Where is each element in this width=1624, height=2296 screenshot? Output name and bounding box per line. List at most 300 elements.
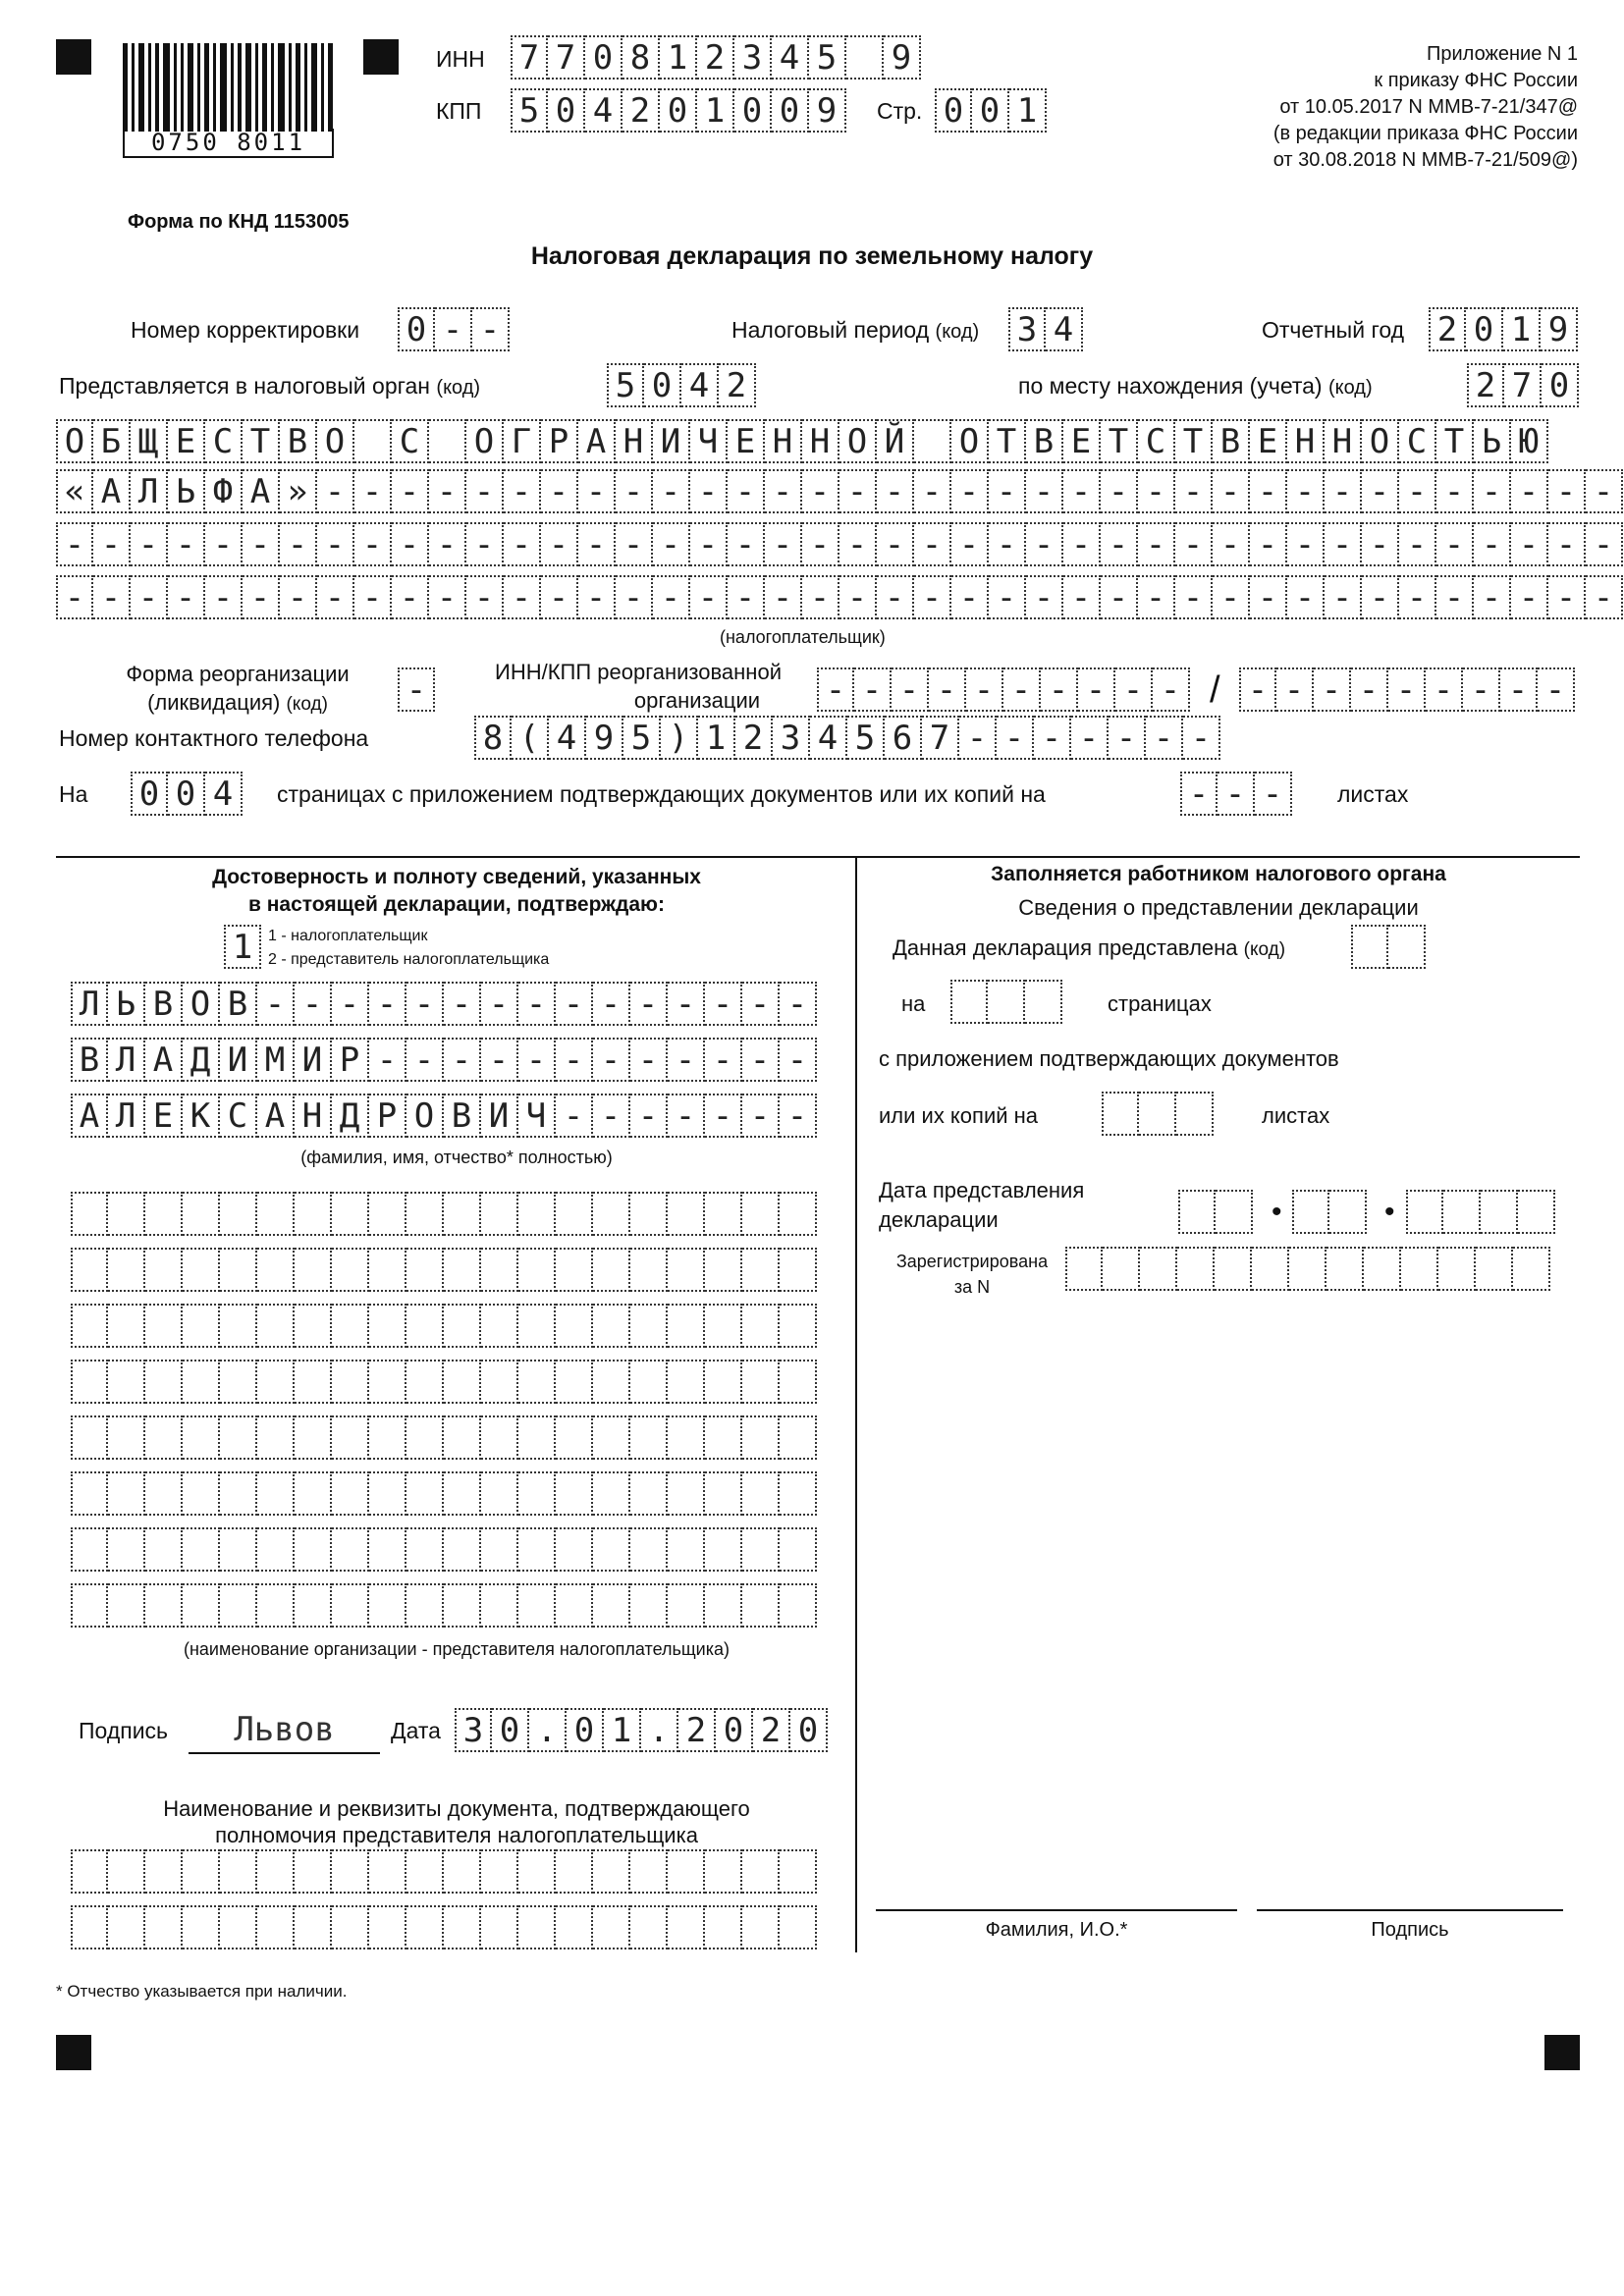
char-cell: -: [1586, 575, 1623, 619]
char-cell: 0: [567, 1708, 604, 1752]
char-cell: 2: [1467, 363, 1504, 407]
corner-marker-top-right: [363, 39, 399, 75]
char-cell: -: [481, 982, 518, 1026]
office-sheets-cells[interactable]: [1102, 1092, 1214, 1136]
rep-row-6[interactable]: [71, 1471, 817, 1516]
pages-cells[interactable]: [131, 772, 243, 816]
empty-cell: [742, 1583, 780, 1628]
empty-cell: [780, 1192, 817, 1236]
location-cells[interactable]: [1467, 363, 1579, 407]
char-cell: 2: [1429, 307, 1466, 351]
char-cell: 2: [719, 363, 756, 407]
empty-cell: [332, 1471, 369, 1516]
empty-cell: [780, 1471, 817, 1516]
char-cell: -: [1138, 522, 1175, 566]
char-cell: Н: [1325, 419, 1362, 463]
char-cell: -: [1213, 575, 1250, 619]
char-cell: -: [398, 667, 435, 712]
page-cells[interactable]: [935, 88, 1047, 133]
empty-cell: [1406, 1190, 1443, 1234]
char-cell: -: [1511, 469, 1548, 513]
empty-cell: [593, 1583, 630, 1628]
rep-row-2[interactable]: [71, 1248, 817, 1292]
empty-cell: [257, 1192, 295, 1236]
empty-cell: [183, 1192, 220, 1236]
doc-label-line-2: полномочия представителя налогоплательщика: [215, 1823, 698, 1847]
char-cell: 0: [790, 1708, 828, 1752]
empty-cell: [668, 1471, 705, 1516]
char-cell: -: [392, 522, 429, 566]
char-cell: -: [1218, 772, 1255, 816]
empty-cell: [183, 1304, 220, 1348]
empty-cell: [1329, 1190, 1367, 1234]
char-cell: -: [705, 982, 742, 1026]
char-cell: -: [765, 522, 802, 566]
char-cell: А: [578, 419, 616, 463]
empty-cell: [295, 1248, 332, 1292]
empty-cell: [742, 1304, 780, 1348]
doc-label-line-1: Наименование и реквизиты документа, подтверждающего: [163, 1796, 750, 1821]
appendix-line-3: от 10.05.2017 N ММВ-7-21/347@: [1279, 96, 1578, 118]
empty-cell: [1102, 1092, 1139, 1136]
empty-cell: [332, 1304, 369, 1348]
empty-cell: [630, 1415, 668, 1460]
char-cell: -: [556, 1094, 593, 1138]
char-cell: -: [1276, 667, 1314, 712]
empty-cell: [369, 1192, 406, 1236]
char-cell: -: [1146, 716, 1183, 760]
inn-label: ИНН: [436, 46, 485, 72]
fio-label: Фамилия, И.О.*: [985, 1919, 1128, 1941]
char-cell: -: [765, 575, 802, 619]
empty-cell: [1176, 1092, 1214, 1136]
empty-cell: [108, 1192, 145, 1236]
rep-row-7[interactable]: [71, 1527, 817, 1572]
empty-cell: [369, 1849, 406, 1894]
empty-cell: [1065, 1247, 1103, 1291]
empty-cell: [556, 1360, 593, 1404]
empty-cell: [369, 1248, 406, 1292]
char-cell: -: [205, 522, 243, 566]
char-cell: 7: [511, 35, 548, 80]
char-cell: -: [1474, 469, 1511, 513]
char-cell: -: [541, 469, 578, 513]
char-cell: -: [616, 522, 653, 566]
phone-cells[interactable]: [474, 716, 1220, 760]
office-date-label-line-1: Дата представления: [879, 1178, 1085, 1202]
empty-cell: [780, 1849, 817, 1894]
empty-cell: [593, 1304, 630, 1348]
empty-cell: [742, 1471, 780, 1516]
char-cell: 2: [697, 35, 734, 80]
char-cell: 2: [735, 716, 773, 760]
reg-label-line-1: Зарегистрирована: [895, 1252, 1049, 1271]
char-cell: -: [802, 575, 839, 619]
empty-cell: [705, 1905, 742, 1949]
char-cell: А: [257, 1094, 295, 1138]
char-cell: -: [1399, 469, 1436, 513]
char-cell: -: [959, 716, 997, 760]
empty-cell: [332, 1583, 369, 1628]
char-cell: .: [529, 1708, 567, 1752]
char-cell: 5: [607, 363, 644, 407]
empty-cell: [1289, 1247, 1326, 1291]
empty-cell: [183, 1527, 220, 1572]
char-cell: -: [556, 1038, 593, 1082]
empty-cell: [518, 1248, 556, 1292]
empty-cell: [220, 1849, 257, 1894]
char-cell: -: [354, 469, 392, 513]
empty-cell: [593, 1527, 630, 1572]
char-cell: -: [966, 667, 1003, 712]
appendix-line-4: (в редакции приказа ФНС России: [1272, 123, 1578, 144]
signature-value[interactable]: Львов: [234, 1710, 335, 1749]
char-cell: -: [892, 667, 929, 712]
signer-type-cell[interactable]: [224, 925, 261, 969]
char-cell: Б: [93, 419, 131, 463]
empty-cell: [481, 1304, 518, 1348]
empty-cell: [780, 1360, 817, 1404]
kpp-cells[interactable]: [511, 88, 846, 133]
char-cell: 0: [1542, 363, 1579, 407]
empty-cell: [145, 1583, 183, 1628]
firstname-row[interactable]: [71, 1038, 817, 1082]
char-cell: И: [481, 1094, 518, 1138]
char-cell: -: [780, 1038, 817, 1082]
char-cell: Н: [295, 1094, 332, 1138]
reorg-kpp-cells[interactable]: [1239, 667, 1575, 712]
empty-cell: [593, 1471, 630, 1516]
reg-number-cells[interactable]: [1065, 1247, 1550, 1291]
correction-label: Номер корректировки: [131, 317, 360, 343]
office-date-dot-1: •: [1272, 1196, 1282, 1228]
surname-row[interactable]: [71, 982, 817, 1026]
char-cell: 1: [224, 925, 261, 969]
empty-cell: [630, 1905, 668, 1949]
char-cell: -: [1063, 522, 1101, 566]
char-cell: -: [93, 522, 131, 566]
sign-date-cells[interactable]: [455, 1708, 828, 1752]
char-cell: -: [1101, 522, 1138, 566]
empty-cell: [481, 1905, 518, 1949]
empty-cell: [518, 1471, 556, 1516]
rep-row-8[interactable]: [71, 1583, 817, 1628]
empty-cell: [1216, 1190, 1253, 1234]
empty-cell: [668, 1360, 705, 1404]
char-cell: 4: [681, 363, 719, 407]
empty-cell: [518, 1527, 556, 1572]
empty-cell: [988, 980, 1025, 1024]
char-cell: -: [989, 522, 1026, 566]
sign-label: Подпись: [79, 1718, 169, 1743]
organ-label: [59, 373, 480, 400]
fio-line: [876, 1909, 1237, 1911]
char-cell: -: [1175, 469, 1213, 513]
office-pages-cells[interactable]: [950, 980, 1062, 1024]
char-cell: -: [1474, 522, 1511, 566]
patronymic-row[interactable]: [71, 1094, 817, 1138]
empty-cell: [406, 1849, 444, 1894]
char-cell: 9: [1541, 307, 1578, 351]
char-cell: 4: [549, 716, 586, 760]
char-cell: 5: [511, 88, 548, 133]
empty-cell: [742, 1248, 780, 1292]
char-cell: Н: [765, 419, 802, 463]
char-cell: -: [504, 522, 541, 566]
empty-cell: [481, 1471, 518, 1516]
char-cell: 8: [474, 716, 512, 760]
corner-marker-bottom-right: [1544, 2035, 1580, 2070]
char-cell: 7: [548, 35, 585, 80]
empty-cell: [1388, 925, 1426, 969]
char-cell: -: [1138, 575, 1175, 619]
empty-cell: [71, 1304, 108, 1348]
empty-cell: [71, 1849, 108, 1894]
char-cell: ): [661, 716, 698, 760]
char-cell: 9: [586, 716, 623, 760]
char-cell: 8: [623, 35, 660, 80]
office-date-dot-2: •: [1384, 1196, 1395, 1228]
char-cell: -: [1287, 522, 1325, 566]
empty-cell: [481, 1527, 518, 1572]
char-cell: 0: [660, 88, 697, 133]
empty-cell: [556, 1192, 593, 1236]
empty-cell: [145, 1415, 183, 1460]
empty-cell: [108, 1248, 145, 1292]
office-heading: Заполняется работником налогового органа: [991, 863, 1446, 885]
char-cell: -: [593, 1038, 630, 1082]
empty-cell: [406, 1905, 444, 1949]
empty-cell: [481, 1192, 518, 1236]
char-cell: -: [1034, 716, 1071, 760]
char-cell: -: [131, 575, 168, 619]
char-cell: Н: [802, 419, 839, 463]
char-cell: -: [1153, 667, 1190, 712]
char-cell: Л: [131, 469, 168, 513]
taxpayer-caption: (налогоплательщик): [720, 627, 886, 647]
empty-cell: [145, 1304, 183, 1348]
year-cells[interactable]: [1429, 307, 1578, 351]
rep-row-5[interactable]: [71, 1415, 817, 1460]
empty-cell: [220, 1583, 257, 1628]
char-cell: -: [1548, 575, 1586, 619]
empty-cell: [1364, 1247, 1401, 1291]
empty-cell: [668, 1248, 705, 1292]
reorg-inn-label-line-1: ИНН/КПП реорганизованной: [495, 660, 782, 684]
char-cell: И: [295, 1038, 332, 1082]
empty-cell: [332, 1905, 369, 1949]
empty-cell: [556, 1248, 593, 1292]
taxpayer-row-1[interactable]: [56, 419, 1548, 463]
pages-text: страницах с приложением подтверждающих документов или их копий на: [277, 781, 1046, 807]
column-divider: [855, 856, 857, 1952]
page-label: Стр.: [877, 98, 923, 124]
office-date-day[interactable]: [1178, 1190, 1253, 1234]
char-cell: 7: [922, 716, 959, 760]
rep-row-4[interactable]: [71, 1360, 817, 1404]
office-date-year[interactable]: [1406, 1190, 1555, 1234]
char-cell: 0: [644, 363, 681, 407]
char-cell: -: [1213, 522, 1250, 566]
rep-row-3[interactable]: [71, 1304, 817, 1348]
empty-cell: [780, 1248, 817, 1292]
char-cell: С: [392, 419, 429, 463]
appendix-line-2: к приказу ФНС России: [1374, 70, 1578, 91]
char-cell: -: [1115, 667, 1153, 712]
empty-cell: [705, 1360, 742, 1404]
char-cell: Р: [332, 1038, 369, 1082]
char-cell: -: [392, 575, 429, 619]
footnote: * Отчество указывается при наличии.: [56, 1982, 348, 2001]
char-cell: О: [406, 1094, 444, 1138]
office-sign-line: [1257, 1909, 1563, 1911]
char-cell: -: [802, 469, 839, 513]
char-cell: 4: [205, 772, 243, 816]
reorg-inn-cells[interactable]: [817, 667, 1190, 712]
char-cell: -: [1026, 469, 1063, 513]
char-cell: 0: [548, 88, 585, 133]
char-cell: -: [504, 575, 541, 619]
empty-cell: [108, 1527, 145, 1572]
char-cell: И: [653, 419, 690, 463]
char-cell: -: [653, 575, 690, 619]
char-cell: -: [653, 469, 690, 513]
char-cell: -: [168, 522, 205, 566]
taxpayer-row-3[interactable]: [56, 522, 1623, 566]
char-cell: -: [765, 469, 802, 513]
empty-cell: [220, 1527, 257, 1572]
char-cell: -: [1351, 667, 1388, 712]
empty-cell: [406, 1360, 444, 1404]
char-cell: -: [541, 522, 578, 566]
char-cell: Ч: [518, 1094, 556, 1138]
sheets-cells[interactable]: [1180, 772, 1292, 816]
char-cell: А: [93, 469, 131, 513]
char-cell: В: [280, 419, 317, 463]
char-cell: -: [1026, 575, 1063, 619]
char-cell: 2: [623, 88, 660, 133]
empty-cell: [369, 1527, 406, 1572]
char-cell: -: [877, 469, 914, 513]
empty-cell: [108, 1471, 145, 1516]
char-cell: -: [914, 522, 951, 566]
empty-cell: [481, 1415, 518, 1460]
empty-cell: [630, 1527, 668, 1572]
char-cell: -: [354, 522, 392, 566]
char-cell: -: [392, 469, 429, 513]
empty-cell: [950, 980, 988, 1024]
char-cell: -: [780, 982, 817, 1026]
correction-cells[interactable]: [398, 307, 510, 351]
char-cell: -: [1511, 522, 1548, 566]
empty-cell: [444, 1248, 481, 1292]
char-cell: -: [317, 469, 354, 513]
empty-cell: [145, 1849, 183, 1894]
empty-cell: [406, 1471, 444, 1516]
empty-cell: [257, 1248, 295, 1292]
char-cell: (: [512, 716, 549, 760]
char-cell: -: [1314, 667, 1351, 712]
char-cell: -: [1586, 469, 1623, 513]
empty-cell: [556, 1583, 593, 1628]
presented-code-cells[interactable]: [1351, 925, 1426, 969]
empty-cell: [1140, 1247, 1177, 1291]
empty-cell: [145, 1527, 183, 1572]
char-cell: -: [541, 575, 578, 619]
empty-cell: [630, 1849, 668, 1894]
empty-cell: [444, 1304, 481, 1348]
empty-cell: [406, 1583, 444, 1628]
period-cells[interactable]: [1008, 307, 1083, 351]
char-cell: С: [205, 419, 243, 463]
empty-cell: [518, 1415, 556, 1460]
char-cell: 3: [455, 1708, 492, 1752]
char-cell: -: [243, 522, 280, 566]
char-cell: -: [369, 1038, 406, 1082]
char-cell: 0: [398, 307, 435, 351]
section-divider: [56, 856, 1580, 858]
empty-cell: [220, 1248, 257, 1292]
char-cell: В: [145, 982, 183, 1026]
empty-cell: [780, 1527, 817, 1572]
char-cell: Ь: [1474, 419, 1511, 463]
rep-row-1[interactable]: [71, 1192, 817, 1236]
empty-cell: [295, 1192, 332, 1236]
char-cell: -: [1063, 575, 1101, 619]
organ-cells[interactable]: [607, 363, 756, 407]
char-cell: 0: [1466, 307, 1503, 351]
char-cell: 6: [885, 716, 922, 760]
char-cell: -: [1180, 772, 1218, 816]
empty-cell: [369, 1583, 406, 1628]
char-cell: -: [1436, 575, 1474, 619]
char-cell: Ю: [1511, 419, 1548, 463]
appendix-note: [1273, 41, 1578, 174]
reorg-cells[interactable]: [398, 667, 435, 712]
empty-cell: [1438, 1247, 1476, 1291]
doc-row-2[interactable]: [71, 1905, 817, 1949]
empty-cell: [295, 1360, 332, 1404]
char-cell: Щ: [131, 419, 168, 463]
empty-cell: [742, 1849, 780, 1894]
char-cell: -: [1362, 575, 1399, 619]
pages-on-label: На: [59, 781, 88, 807]
office-date-month[interactable]: [1292, 1190, 1367, 1234]
empty-cell: [220, 1192, 257, 1236]
office-copies-label: или их копий на: [879, 1103, 1039, 1128]
taxpayer-row-4[interactable]: [56, 575, 1623, 619]
taxpayer-row-2[interactable]: [56, 469, 1623, 513]
empty-cell: [705, 1304, 742, 1348]
char-cell: -: [1183, 716, 1220, 760]
office-date-label: [879, 1176, 1084, 1235]
char-cell: -: [466, 575, 504, 619]
char-cell: -: [1548, 522, 1586, 566]
empty-cell: [295, 1849, 332, 1894]
inn-cells[interactable]: [511, 35, 921, 80]
char-cell: Е: [1063, 419, 1101, 463]
char-cell: Й: [877, 419, 914, 463]
char-cell: 0: [772, 88, 809, 133]
char-cell: -: [1548, 469, 1586, 513]
empty-cell: [220, 1360, 257, 1404]
char-cell: С: [220, 1094, 257, 1138]
doc-row-1[interactable]: [71, 1849, 817, 1894]
empty-cell: [108, 1849, 145, 1894]
empty-cell: [1326, 1247, 1364, 1291]
corner-marker-bottom-left: [56, 2035, 91, 2070]
rep-caption: (наименование организации - представителя налогоплательщика): [183, 1639, 731, 1659]
